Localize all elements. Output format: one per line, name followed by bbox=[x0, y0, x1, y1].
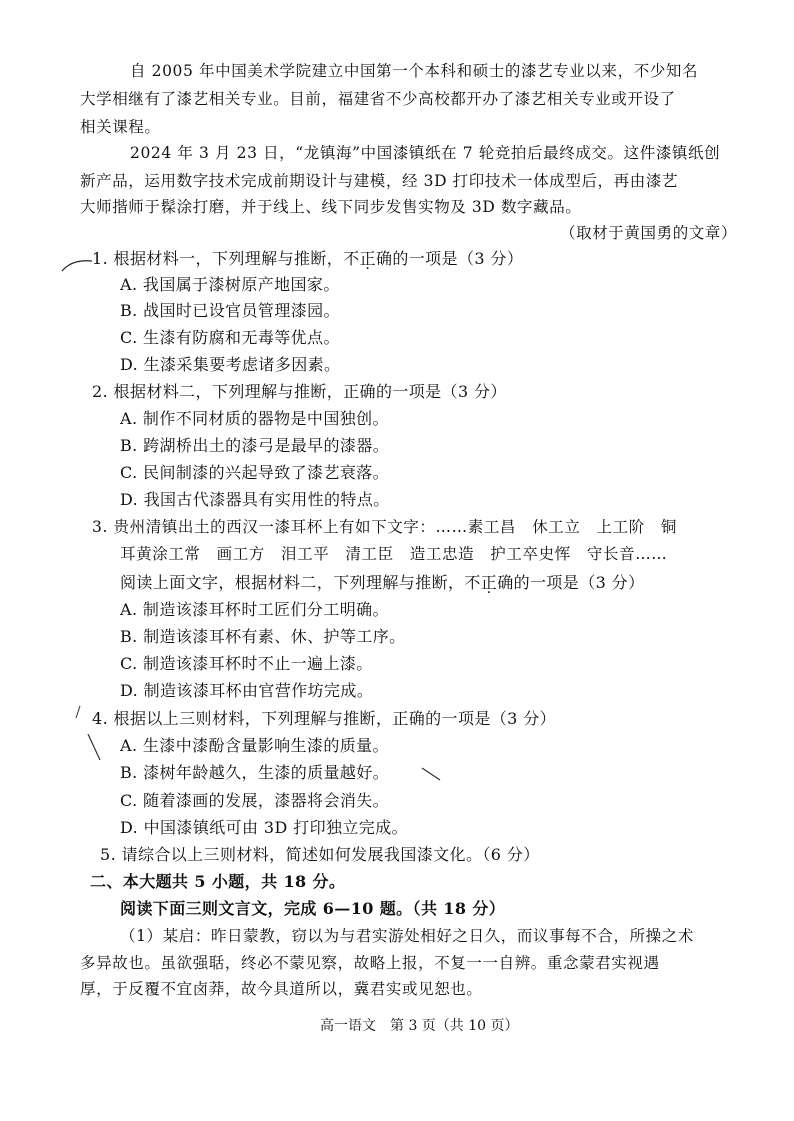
option-d: D. 制造该漆耳杯由官营作坊完成。 bbox=[120, 681, 374, 700]
pen-mark-icon bbox=[60, 255, 96, 275]
page-footer: 高一语文 第 3 页（共 10 页） bbox=[320, 1018, 519, 1034]
question-4-stem: 4. 根据以上三则材料，下列理解与推断，正确的一项是（3 分） bbox=[92, 709, 557, 728]
question-5-stem: 5. 请综合以上三则材料，简述如何发展我国漆文化。（6 分） bbox=[100, 845, 540, 864]
stem-text: 阅读上面文字，根据材料二，下列理解与推断， bbox=[120, 573, 465, 592]
option-c: C. 随着漆画的发展，漆器将会消失。 bbox=[120, 791, 390, 810]
option-a: A. 制造该漆耳杯时工匠们分工明确。 bbox=[120, 600, 389, 619]
stem-text: 的一项是（3 分） bbox=[513, 573, 645, 592]
question-3-stem: 3. 贵州清镇出土的西汉一漆耳杯上有如下文字：……素工昌 休工立 上工阶 铜 bbox=[92, 518, 678, 536]
intro-line: 自 2005 年中国美术学院建立中国第一个本科和硕士的漆艺专业以来，不少知名 bbox=[130, 62, 699, 80]
emphasis-text: 不正确 bbox=[343, 249, 393, 268]
option-a: A. 我国属于漆树原产地国家。 bbox=[120, 275, 340, 294]
option-c: C. 生漆有防腐和无毒等优点。 bbox=[120, 328, 340, 347]
classical-line: 多异故也。虽欲强聒，终必不蒙见察，故略上报，不复一一自辨。重念蒙君实视遇 bbox=[80, 954, 660, 972]
stem-text: 的一项是（3 分） bbox=[392, 249, 524, 268]
option-b: B. 制造该漆耳杯有素、休、护等工序。 bbox=[120, 627, 406, 646]
intro-line: 2024 年 3 月 23 日，“龙镇海”中国漆镇纸在 7 轮竞拍后最终成交。这件漆镇纸创 bbox=[130, 144, 721, 162]
option-c: C. 制造该漆耳杯时不止一遍上漆。 bbox=[120, 654, 373, 673]
option-b: B. 战国时已设官员管理漆园。 bbox=[120, 301, 340, 320]
option-b: B. 漆树年龄越久，生漆的质量越好。 bbox=[120, 763, 390, 782]
stem-text: 1. 根据材料一，下列理解与推断， bbox=[92, 249, 344, 268]
classical-line: （1）某启：昨日蒙教，窃以为与君实游处相好之日久，而议事每不合，所操之术 bbox=[120, 927, 694, 945]
section-2-title: 二、本大题共 5 小题，共 18 分。 bbox=[90, 872, 346, 891]
option-b: B. 跨湖桥出土的漆弓是最早的漆器。 bbox=[120, 436, 390, 455]
emphasis-text: 不正确 bbox=[464, 573, 514, 592]
pen-mark-icon bbox=[420, 764, 444, 784]
option-d: D. 中国漆镇纸可由 3D 打印独立完成。 bbox=[120, 818, 409, 837]
option-d: D. 我国古代漆器具有实用性的特点。 bbox=[120, 490, 390, 509]
intro-line: 大师揩师于髹涂打磨，并于线上、线下同步发售实物及 3D 数字藏品。 bbox=[80, 198, 582, 216]
source-citation: （取材于黄国勇的文章） bbox=[560, 224, 738, 242]
intro-line: 大学相继有了漆艺相关专业。目前，福建省不少高校都开办了漆艺相关专业或开设了 bbox=[80, 90, 676, 108]
option-a: A. 制作不同材质的器物是中国独创。 bbox=[120, 409, 389, 428]
question-3-stem: 耳黄涂工常 画工方 泪工平 清工臣 造工忠造 护工卒史恽 守长音…… bbox=[120, 545, 668, 563]
intro-line: 新产品，运用数字技术完成前期设计与建模，经 3D 打印技术一体成型后，再由漆艺 bbox=[80, 172, 679, 190]
pen-mark-icon bbox=[66, 700, 106, 770]
classical-line: 厚，于反覆不宜卤莽，故今具道所以，冀君实或见恕也。 bbox=[80, 980, 483, 998]
option-a: A. 生漆中漆酚含量影响生漆的质量。 bbox=[120, 736, 389, 755]
option-c: C. 民间制漆的兴起导致了漆艺衰落。 bbox=[120, 463, 390, 482]
question-3-substem bbox=[120, 572, 644, 594]
option-d: D. 生漆采集要考虑诸多因素。 bbox=[120, 355, 341, 374]
question-1-stem bbox=[92, 248, 523, 270]
question-2-stem: 2. 根据材料二，下列理解与推断，正确的一项是（3 分） bbox=[92, 382, 507, 401]
intro-line: 相关课程。 bbox=[80, 118, 161, 136]
section-2-instruction: 阅读下面三则文言文，完成 6—10 题。（共 18 分） bbox=[120, 899, 506, 918]
